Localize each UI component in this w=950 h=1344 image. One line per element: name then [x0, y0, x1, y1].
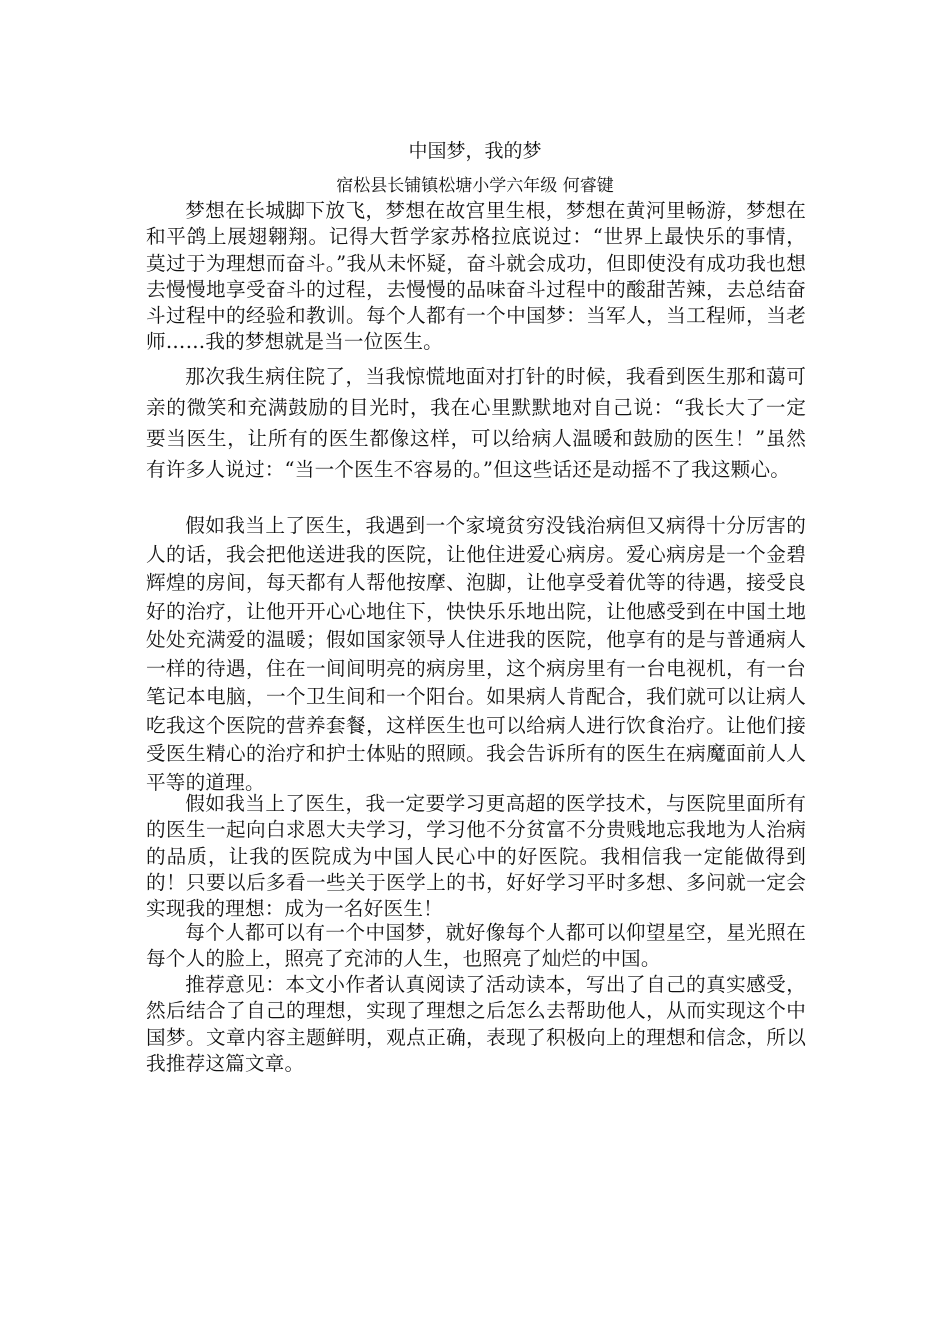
paragraph-4: 假如我当上了医生，我一定要学习更高超的医学技术，与医院里面所有的医生一起向白求恩大夫学习，学习他不分贫富不分贵贱地忘我地为人治病的品质，让我的医院成为中国人民心中的好医院。我相信我一定能做得到的！只要以后多看一些关于医学上的书，好好学习平时多想、多问就一定会实现我的理想：成为一名好医生！ — [146, 792, 806, 921]
paragraph-1: 梦想在长城脚下放飞，梦想在故宫里生根，梦想在黄河里畅游，梦想在和平鸽上展翅翱翔。记得大哲学家苏格拉底说过：“世界上最快乐的事情，莫过于为理想而奋斗。”我从未怀疑，奋斗就会成功，但即使没有成功我也想去慢慢地享受奋斗的过程，去慢慢的品味奋斗过程中的酸甜苦辣，去总结奋斗过程中的经验和教训。每个人都有一个中国梦：当军人，当工程师，当老师……我的梦想就是当一位医生。 — [146, 199, 806, 354]
paragraph-3: 假如我当上了医生，我遇到一个家境贫穷没钱治病但又病得十分厉害的人的话，我会把他送进我的医院，让他住进爱心病房。爱心病房是一个金碧辉煌的房间，每天都有人帮他按摩、泡脚，让他享受着优等的待遇，接受良好的治疗，让他开开心心地住下，快快乐乐地出院，让他感受到在中国土地处处充满爱的温暖；假如国家领导人住进我的医院，他享有的是与普通病人一样的待遇，住在一间间明亮的病房里，这个病房里有一台电视机，有一台笔记本电脑，一个卫生间和一个阳台。如果病人肯配合，我们就可以让病人吃我这个医院的营养套餐，这样医生也可以给病人进行饮食治疗。让他们接受医生精心的治疗和护士体贴的照顾。我会告诉所有的医生在病魔面前人人平等的道理。 — [146, 514, 806, 794]
document-author-line: 宿松县长铺镇松塘小学六年级 何睿键 — [336, 176, 614, 196]
paragraph-2: 那次我生病住院了，当我惊慌地面对打针的时候，我看到医生那和蔼可亲的微笑和充满鼓励的目光时，我在心里默默地对自己说：“我长大了一定要当医生，让所有的医生都像这样，可以给病人温暖和鼓励的医生！”虽然有许多人说过：“当一个医生不容易的。”但这些话还是动摇不了我这颗心。 — [146, 365, 806, 481]
paragraph-recommendation: 推荐意见：本文小作者认真阅读了活动读本，写出了自己的真实感受，然后结合了自己的理想，实现了理想之后怎么去帮助他人，从而实现这个中国梦。文章内容主题鲜明，观点正确，表现了积极向上的理想和信念，所以我推荐这篇文章。 — [146, 973, 806, 1075]
document-title: 中国梦，我的梦 — [408, 140, 542, 162]
paragraph-5: 每个人都可以有一个中国梦，就好像每个人都可以仰望星空，星光照在每个人的脸上，照亮了充沛的人生，也照亮了灿烂的中国。 — [146, 921, 806, 971]
